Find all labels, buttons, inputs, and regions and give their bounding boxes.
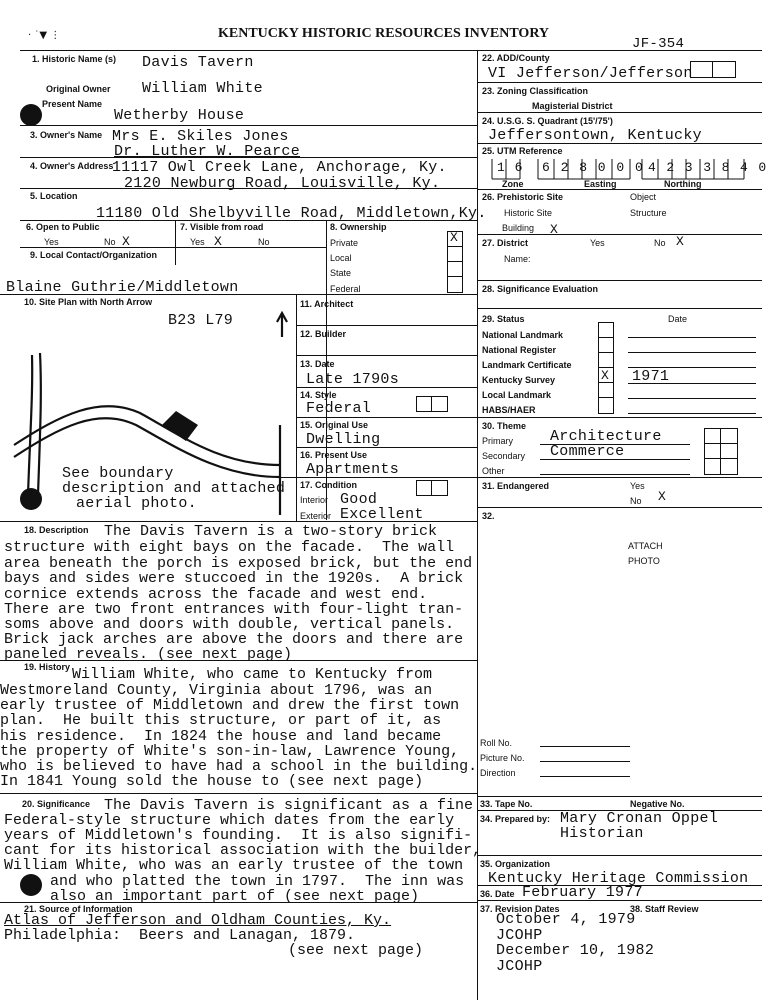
photo-field-label: 32. (482, 511, 495, 521)
history-line-3: early trustee of Middletown and drew the first town (0, 697, 460, 714)
history-line-5: his residence. In 1824 the house and land became (0, 728, 442, 745)
source-line-3: (see next page) (288, 942, 424, 959)
add-county-value: VI Jefferson/Jefferson (488, 65, 693, 82)
original-use-value: Dwelling (306, 431, 381, 448)
status-habs-haer: HABS/HAER (482, 405, 536, 415)
owners-address-value-1: 11117 Owl Creek Lane, Anchorage, Ky. (112, 159, 447, 176)
visible-no: No (258, 237, 270, 247)
significance-line-7: also an important part of (see next page) (50, 888, 420, 905)
ownership-private-mark: X (450, 230, 459, 245)
original-owner-label: Original Owner (46, 84, 111, 94)
corner-marks: · ˙▼ ⋮ (28, 30, 61, 41)
utm-label: 25. UTM Reference (482, 146, 563, 156)
history-line-7: who is believed to have had a school in the building. (0, 758, 478, 775)
owners-name-value-1: Mrs E. Skiles Jones (112, 128, 289, 145)
theme-other-label: Other (482, 466, 505, 476)
theme-primary-value: Architecture (550, 428, 662, 445)
status-local-landmark: Local Landmark (482, 390, 552, 400)
description-line-5: cornice extends across the facade and west end. (4, 586, 428, 603)
present-use-label: 16. Present Use (300, 450, 368, 460)
description-line-6: There are two front entrances with four-light tran- (4, 601, 464, 618)
significance-line-6: and who platted the town in 1797. The inn was (50, 873, 465, 890)
district-no-mark: X (676, 234, 685, 249)
theme-primary-label: Primary (482, 436, 513, 446)
ownership-label: 8. Ownership (330, 222, 387, 232)
revision-dates-label: 37. Revision Dates (480, 904, 560, 914)
status-national-landmark: National Landmark (482, 330, 564, 340)
original-use-label: 15. Original Use (300, 420, 369, 430)
owners-address-label: 4. Owner's Address (30, 161, 114, 171)
status-kentucky-survey: Kentucky Survey (482, 375, 556, 385)
source-label: 21. Source of Information (24, 904, 133, 914)
endangered-no-mark: X (658, 489, 667, 504)
history-label: 19. History (24, 662, 71, 672)
interior-value: Good (340, 491, 378, 508)
north-arrow-icon (277, 313, 287, 337)
district-yes: Yes (590, 238, 605, 248)
endangered-no: No (630, 496, 642, 506)
location-label: 5. Location (30, 191, 78, 201)
source-line-1: Atlas of Jefferson and Oldham Counties, Ky. (4, 912, 392, 929)
endangered-yes: Yes (630, 481, 645, 491)
organization-label: 35. Organization (480, 859, 551, 869)
status-national-register: National Register (482, 345, 557, 355)
original-owner-value: William White (142, 80, 263, 97)
exterior-value: Excellent (340, 506, 424, 523)
description-line-9: paneled reveals. (see next page) (4, 646, 293, 663)
historic-name-label: 1. Historic Name (s) (32, 54, 117, 64)
date-label: 13. Date (300, 359, 335, 369)
present-name-label: Present Name (42, 99, 103, 109)
description-line-4: bays and sides were stuccoed in the 1920s. A brick (4, 570, 464, 587)
add-county-boxes (690, 61, 736, 78)
site-plan-note-3: aerial photo. (76, 495, 197, 512)
description-line-8: Brick jack arches are above the doors and there are (4, 631, 464, 648)
quadrant-value: Jeffersontown, Kentucky (488, 127, 702, 144)
description-line-3: area beneath the porch is exposed brick, but the end (4, 555, 473, 572)
style-code-boxes (416, 396, 448, 412)
description-line-7: soms above and doors with double, vertical panels. (4, 616, 455, 633)
open-to-public-label: 6. Open to Public (26, 222, 100, 232)
local-contact-label: 9. Local Contact/Organization (30, 250, 158, 260)
significance-line-3: years of Middletown's founding. It is also signifi- (4, 827, 473, 844)
status-date-label: Date (668, 314, 688, 324)
revision-reviewer-1: JCOHP (496, 927, 543, 944)
object-label: Object (630, 192, 657, 202)
description-label: 18. Description (24, 525, 89, 535)
staff-review-label: 38. Staff Review (630, 904, 699, 914)
site-plan-label: 10. Site Plan with North Arrow (24, 297, 153, 307)
district-no: No (654, 238, 666, 248)
ownership-local: Local (330, 253, 352, 263)
significance-label: 20. Significance (22, 799, 91, 809)
endangered-label: 31. Endangered (482, 481, 550, 491)
significance-line-5: William White, who was an early trustee of the town (4, 857, 464, 874)
zoning-sub: Magisterial District (532, 101, 613, 111)
style-label: 14. Style (300, 390, 337, 400)
structure-label: Structure (630, 208, 667, 218)
prepared-by-value-1: Mary Cronan Oppel (560, 810, 719, 827)
binder-hole-bottom (20, 874, 42, 896)
site-plan-plat: B23 L79 (168, 312, 234, 329)
theme-code-boxes (704, 428, 738, 475)
history-line-2: Westmoreland County, Virginia about 1796, was an (0, 682, 433, 699)
road-left-line-1 (28, 355, 32, 495)
theme-label: 30. Theme (482, 421, 527, 431)
attach-label: ATTACH (628, 541, 663, 551)
revision-date-1: October 4, 1979 (496, 911, 636, 928)
district-name-label: Name: (504, 254, 531, 264)
interior-label: Interior (300, 495, 329, 505)
quadrant-label: 24. U.S.G. S. Quadrant (15'/75') (482, 116, 613, 126)
road-curve-upper (14, 406, 280, 465)
utm-easting-label: Easting (584, 179, 617, 189)
historic-site-label: Historic Site (504, 208, 553, 218)
prepared-date-label: 36. Date (480, 889, 515, 899)
ownership-state: State (330, 268, 352, 278)
history-line-1: William White, who came to Kentucky from (72, 666, 433, 683)
organization-value: Kentucky Heritage Commission (488, 870, 749, 887)
prehistoric-site-label: 26. Prehistoric Site (482, 192, 564, 202)
significance-line-4: cant for its historical association with the builder, (4, 842, 482, 859)
site-plan-note-1: See boundary (62, 465, 174, 482)
roll-no-label: Roll No. (480, 738, 513, 748)
visible-yes: Yes (190, 237, 205, 247)
road-left-line-2 (38, 353, 41, 495)
history-line-6: the property of White's son-in-law, Lawrence Young, (0, 743, 460, 760)
top-rule (20, 50, 762, 51)
visible-yes-mark: X (214, 234, 223, 249)
utm-northing-value: 4 2 3 3 8 4 0 (648, 160, 768, 175)
ownership-private: Private (330, 238, 359, 248)
site-plan-note-2: description and attached (62, 480, 286, 497)
district-label: 27. District (482, 238, 529, 248)
source-line-2: Philadelphia: Beers and Lanagan, 1879. (4, 927, 356, 944)
building-label: Building (502, 223, 535, 233)
significance-line-1: The Davis Tavern is significant as a fine (104, 797, 474, 814)
location-value: 11180 Old Shelbyville Road, Middletown,Ky. (96, 205, 487, 222)
date-value: Late 1790s (306, 371, 400, 388)
description-line-1: The Davis Tavern is a two-story brick (104, 523, 438, 540)
open-no-mark: X (122, 234, 131, 249)
status-label: 29. Status (482, 314, 525, 324)
builder-label: 12. Builder (300, 329, 347, 339)
historic-name-value: Davis Tavern (142, 54, 254, 71)
theme-secondary-value: Commerce (550, 443, 625, 460)
binder-hole-top (20, 104, 42, 126)
utm-zone-value: 1 6 (497, 160, 524, 175)
description-line-2: structure with eight bays on the facade. The wall (4, 539, 455, 556)
status-landmark-certificate: Landmark Certificate (482, 360, 572, 370)
kentucky-survey-mark: X (601, 368, 610, 383)
add-county-label: 22. ADD/County (482, 53, 550, 63)
ownership-federal: Federal (330, 284, 361, 294)
utm-zone-label: Zone (502, 179, 524, 189)
owners-name-label: 3. Owner's Name (30, 130, 103, 140)
open-no: No (104, 237, 116, 247)
prepared-by-label: 34. Prepared by: (480, 814, 551, 824)
kentucky-survey-date: 1971 (632, 368, 670, 385)
revision-reviewer-2: JCOHP (496, 958, 543, 975)
photo-label: PHOTO (628, 556, 660, 566)
significance-evaluation-label: 28. Significance Evaluation (482, 284, 599, 294)
present-name-value: Wetherby House (114, 107, 245, 124)
binder-hole-middle (20, 488, 42, 510)
condition-code-boxes (416, 480, 448, 496)
utm-easting-value: 6 2 8 0 0 0 (542, 160, 645, 175)
present-use-value: Apartments (306, 461, 400, 478)
style-value: Federal (306, 400, 372, 417)
significance-line-2: Federal-style structure which dates from the early (4, 812, 455, 829)
direction-label: Direction (480, 768, 516, 778)
revision-date-2: December 10, 1982 (496, 942, 655, 959)
tape-no-label: 33. Tape No. (480, 799, 533, 809)
site-number: JF-354 (632, 36, 685, 52)
local-contact-value: Blaine Guthrie/Middletown (6, 279, 239, 296)
building-icon (162, 411, 198, 441)
owners-name-value-2: Dr. Luther W. Pearce (114, 143, 301, 160)
open-yes: Yes (44, 237, 59, 247)
form-title: KENTUCKY HISTORIC RESOURCES INVENTORY (218, 26, 550, 41)
history-line-4: plan. He built this structure, or part of it, as (0, 712, 442, 729)
condition-label: 17. Condition (300, 480, 357, 490)
prepared-by-value-2: Historian (560, 825, 644, 842)
picture-no-label: Picture No. (480, 753, 525, 763)
building-mark: X (550, 222, 559, 237)
theme-secondary-label: Secondary (482, 451, 526, 461)
utm-northing-label: Northing (664, 179, 702, 189)
exterior-label: Exterior (300, 511, 332, 521)
zoning-label: 23. Zoning Classification (482, 86, 589, 96)
owners-address-value-2: 2120 Newburg Road, Louisville, Ky. (124, 175, 441, 192)
negative-no-label: Negative No. (630, 799, 685, 809)
history-line-8: In 1841 Young sold the house to (see next page) (0, 773, 424, 790)
visible-from-road-label: 7. Visible from road (180, 222, 264, 232)
prepared-date-value: February 1977 (522, 884, 643, 901)
architect-label: 11. Architect (300, 299, 354, 309)
